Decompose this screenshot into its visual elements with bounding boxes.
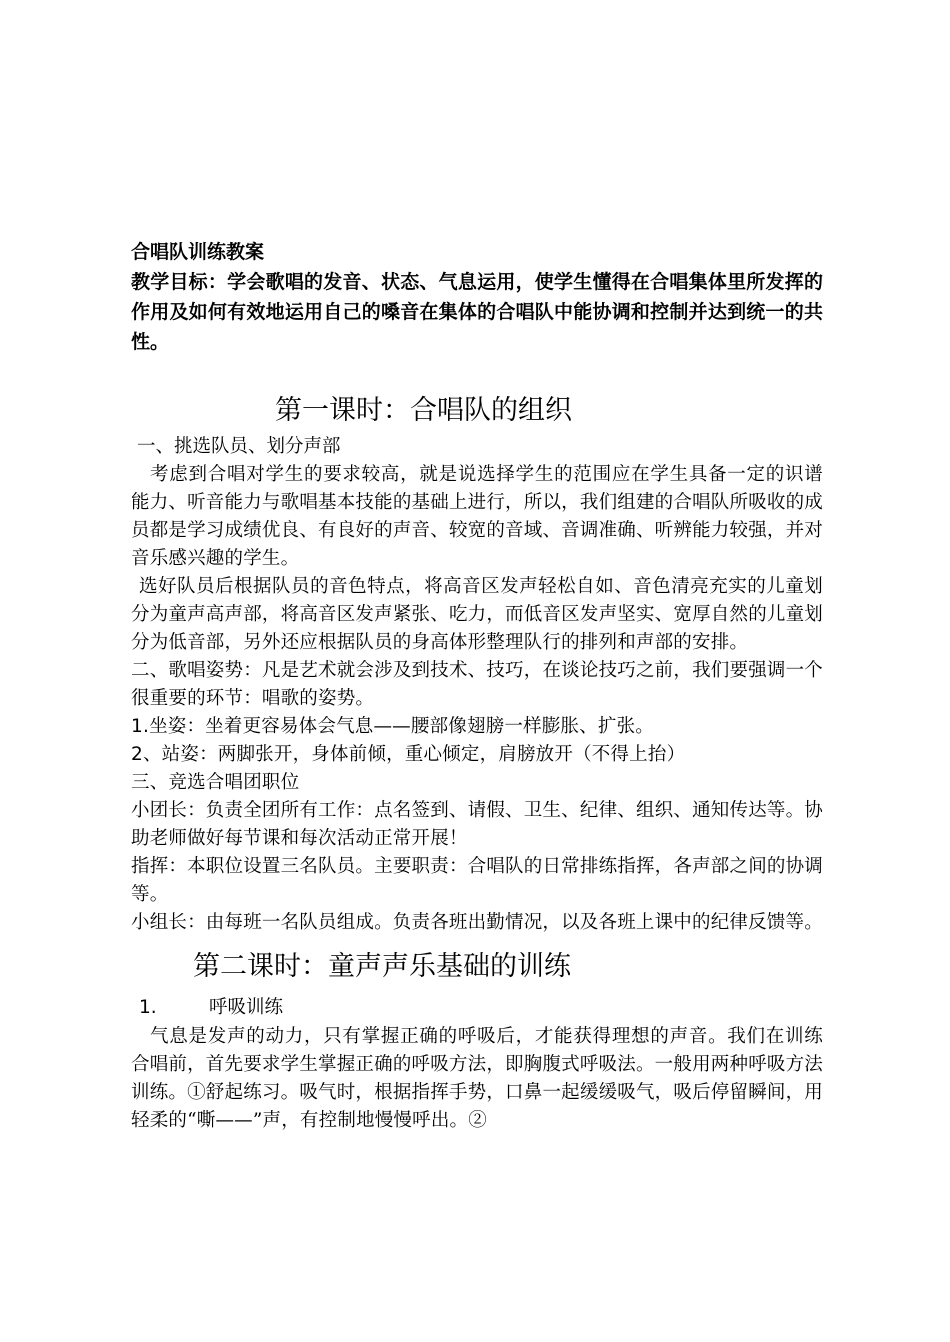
document-title: 合唱队训练教案 [131,241,265,263]
section3-paragraph3: 小组长：由每班一名队员组成。负责各班出勤情况，以及各班上课中的纪律反馈等。 [131,912,823,933]
section2-item1-number: 1. [131,716,150,737]
section3-paragraph1: 小团长：负责全团所有工作：点名签到、请假、卫生、纪律、组织、通知传达等。协助老师做好每节课和每次活动正常开展！ [131,800,823,849]
teaching-goal: 教学目标：学会歌唱的发音、状态、气息运用，使学生懂得在合唱集体里所发挥的作用及如何有效地运用自己的嗓音在集体的合唱队中能协调和控制并达到统一的共性。 [131,271,823,353]
lesson2-heading: 第二课时：童声声乐基础的训练 [193,951,571,982]
section1-paragraph2: 选好队员后根据队员的音色特点，将高音区发声轻松自如、音色清亮充实的儿童划分为童声高声部，将高音区发声紧张、吃力，而低音区发声坚实、宽厚自然的儿童划分为低音部，另外还应根据队员的身高体形整理队行的排列和声部的安排。 [131,576,823,653]
section1-title: 一、挑选队员、划分声部 [137,436,341,457]
section2-item2 [131,741,823,769]
document-body [131,238,823,1135]
section2-paragraph: 二、歌唱姿势：凡是艺术就会涉及到技术、技巧，在谈论技巧之前，我们要强调一个很重要的环节：唱歌的姿势。 [131,660,823,709]
section2-item1 [131,713,823,741]
section2-item1-text: 坐姿：坐着更容易体会气息——腰部像翅膀一样膨胀、扩张。 [149,716,654,737]
section2-item2-text: 站姿：两脚张开，身体前倾，重心倾定，肩膀放开（不得上抬） [161,744,686,765]
section3-paragraph2: 指挥：本职位设置三名队员。主要职责：合唱队的日常排练指挥，各声部之间的协调等。 [131,856,823,905]
lesson2-item1 [131,993,823,1023]
section1-paragraph1: 考虑到合唱对学生的要求较高，就是说选择学生的范围应在学生具备一定的识谱能力、听音能力与歌唱基本技能的基础上进行，所以，我们组建的合唱队所吸收的成员都是学习成绩优良、有良好的声音、较宽的音域、音调准确、听辨能力较强，并对音乐感兴趣的学生。 [131,464,823,569]
lesson1-heading: 第一课时：合唱队的组织 [275,395,572,426]
lesson2-item1-title: 呼吸训练 [209,997,284,1018]
lesson2-paragraph1: 气息是发声的动力，只有掌握正确的呼吸后，才能获得理想的声音。我们在训练合唱前，首先要求学生掌握正确的呼吸方法，即胸腹式呼吸法。一般用两种呼吸方法训练。①舒起练习。吸气时，根据指挥手势，口鼻一起缓缓吸气，吸后停留瞬间，用轻柔的“嘶——”声，有控制地慢慢呼出。② [131,1026,823,1131]
section3-title: 三、竞选合唱团职位 [131,772,300,793]
section2-item2-number: 2、 [131,744,162,765]
lesson2-item1-number: 1. [139,997,157,1018]
